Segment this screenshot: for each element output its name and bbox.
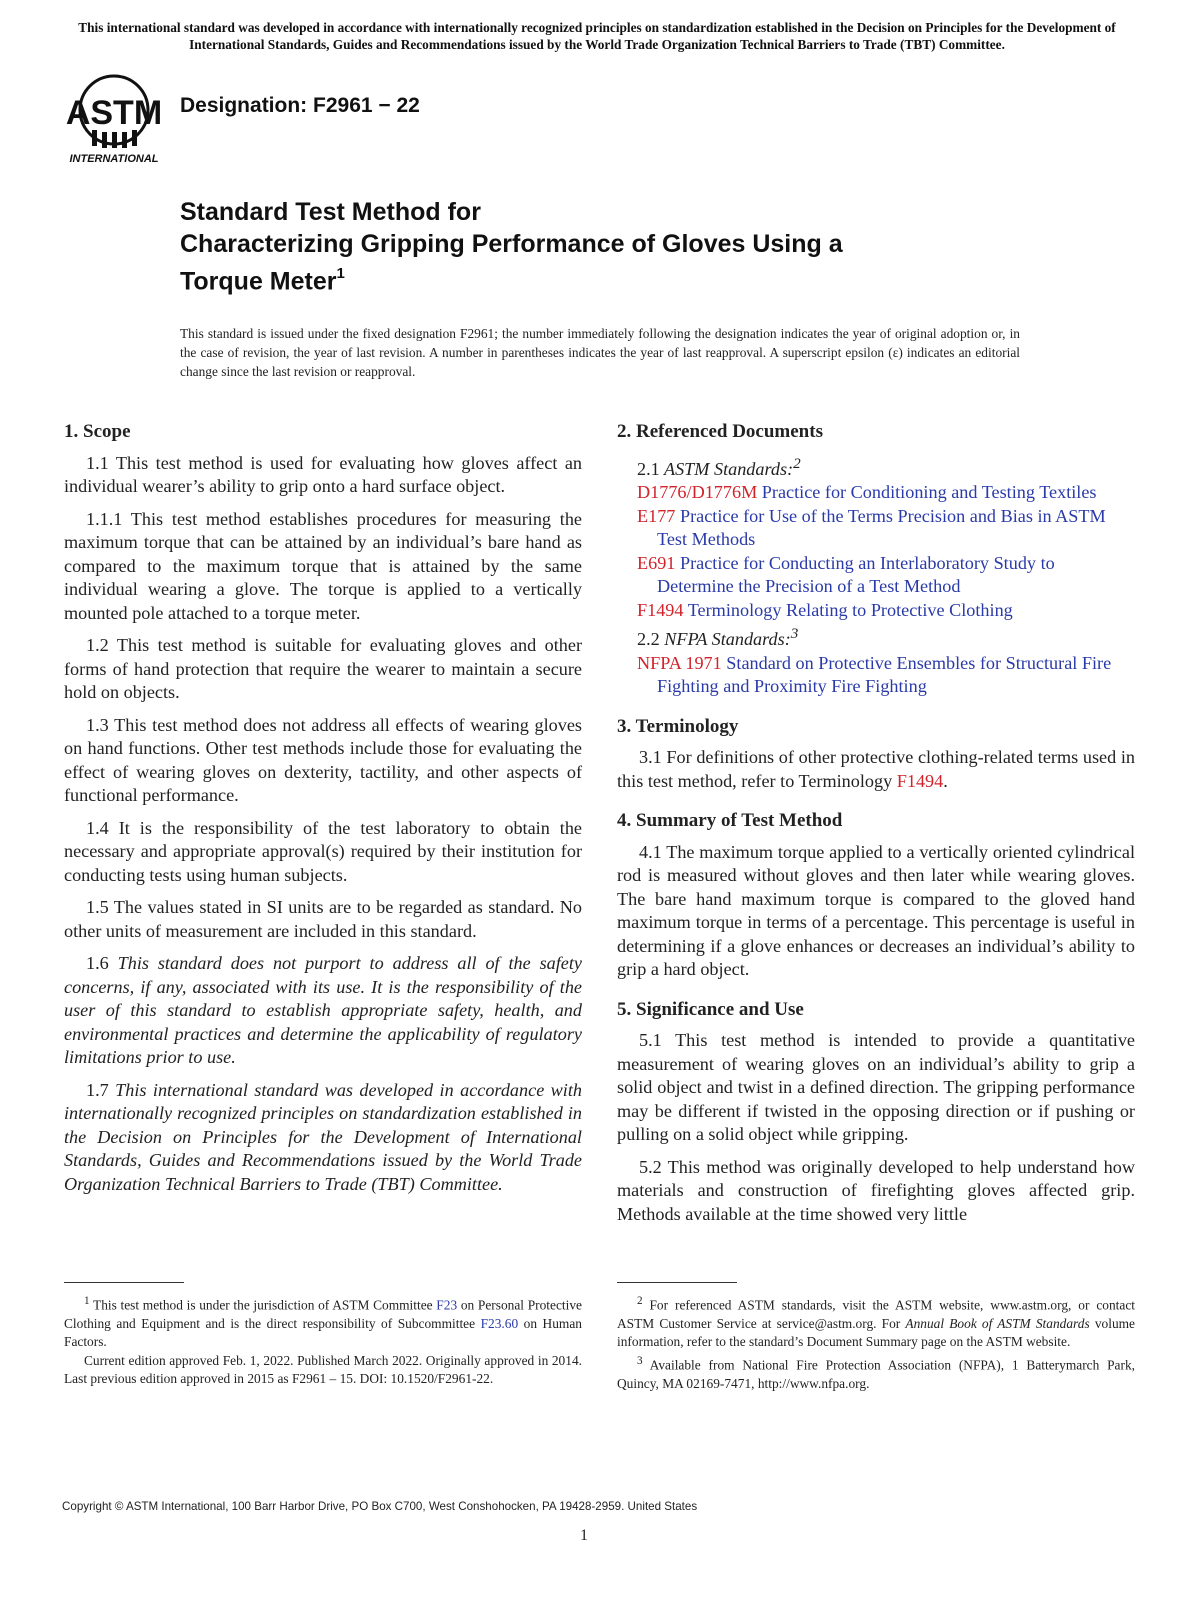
astm-standards-heading [617, 452, 1135, 482]
nfpa-standards-number: 2.2 [637, 629, 660, 650]
paragraph-1-7-number: 1.7 [86, 1079, 109, 1100]
nfpa-standards-heading [617, 622, 1135, 652]
astm-standards-footnote-mark: 2 [793, 454, 801, 472]
footnote-1-current-edition: Current edition approved Feb. 1, 2022. Published March 2022. Originally approved in 2014. Last previous edition approved in 2015 as F2961 – 15. DOI: 10.1520/F2961-22. [64, 1352, 582, 1387]
reference-code[interactable]: NFPA 1971 [637, 652, 722, 673]
footnote-1-text-b: on Personal Protective Clothing and Equipment and is the direct responsibility of Subcommittee [64, 1297, 582, 1331]
title-line-1: Standard Test Method for [180, 198, 481, 226]
terminology-link[interactable]: F1494 [896, 770, 944, 791]
section-heading-referenced-documents: 2. Referenced Documents [617, 421, 823, 442]
paragraph-1-4: 1.4 It is the responsibility of the test laboratory to obtain the necessary and appropriate approval(s) required by their institution for conducting tests using human subjects. [64, 817, 582, 885]
designation: Designation: F2961 − 22 [180, 94, 420, 117]
subcommittee-link[interactable]: F23.60 [480, 1315, 519, 1331]
paragraph-5-1: 5.1 This test method is intended to provide a quantitative measurement of wearing gloves on an individual’s ability to grip a solid object and twist in a defined direction. The gripping performance may be different if twisted in the opposing direction or if pushing or pulling on a solid object while gripping. [617, 1030, 1135, 1145]
paragraph-3-1 [617, 746, 1135, 793]
nfpa-standards-label: NFPA Standards: [664, 629, 791, 650]
footnote-3-mark: 3 [637, 1354, 643, 1367]
footnote-2-text-a: For referenced ASTM standards, visit the ASTM website, www.astm.org, or contact ASTM Customer Service at service@astm.org. For [617, 1297, 1135, 1331]
nfpa-standards-footnote-mark: 3 [790, 625, 799, 643]
footnote-2-text-b: volume information, refer to the standard’s Document Summary page on the ASTM website. [617, 1315, 1135, 1350]
title-line-2: Characterizing Gripping Performance of Gloves Using a [180, 230, 843, 258]
section-heading-scope: 1. Scope [64, 421, 131, 442]
reference-title[interactable]: Terminology Relating to Protective Clothing [687, 599, 1013, 620]
paragraph-1-2: 1.2 This test method is suitable for evaluating gloves and other forms of hand protection that require the wearer to maintain a secure hold on objects. [64, 635, 582, 702]
footnote-1 [64, 1292, 582, 1352]
top-notice: This international standard was developed in accordance with internationally recognized principles on standardization established in the Decision on Principles for the Development of International Standards, Guides and Recommendations issued by the World Trade Organization Technical Barriers to Trade (TBT) Committee. [78, 20, 1116, 52]
copyright: Copyright © ASTM International, 100 Barr Harbor Drive, PO Box C700, West Conshohocken, PA 19428-2959. United States [62, 1500, 698, 1513]
footnote-1-text-c: on Human Factors. [64, 1315, 582, 1350]
paragraph-5-2: 5.2 This method was originally developed to help understand how materials and construction of firefighting gloves affected grip. Methods available at the time showed very little [617, 1156, 1135, 1224]
reference-title[interactable]: Practice for Use of the Terms Precision and Bias in ASTM Test Methods [657, 505, 1106, 550]
right-column [617, 420, 1135, 1235]
title-footnote-mark: 1 [336, 265, 345, 282]
logo-caption: INTERNATIONAL [69, 153, 159, 165]
footnote-3-text: Available from National Fire Protection Association (NFPA), 1 Batterymarch Park, Quincy, MA 02169-7471, http://www.nfpa.org. [617, 1357, 1135, 1391]
footnotes-left [64, 1292, 582, 1389]
paragraph-1-6-number: 1.6 [86, 953, 109, 973]
reference-code[interactable]: D1776/D1776M [637, 482, 758, 503]
reference-title[interactable]: Standard on Protective Ensembles for Structural Fire Fighting and Proximity Fire Fighting [657, 652, 1112, 697]
reference-code[interactable]: F1494 [637, 599, 684, 620]
reference-code[interactable]: E177 [637, 505, 676, 526]
left-column [64, 420, 582, 1205]
footnote-rule-left [64, 1282, 184, 1283]
section-heading-significance: 5. Significance and Use [617, 998, 804, 1020]
reference-item[interactable] [617, 652, 1135, 699]
title-line-3: Torque Meter [180, 267, 337, 296]
footnote-2 [617, 1292, 1135, 1352]
paragraph-1-7-text: This international standard was developed in accordance with internationally recognized principles on standardization established in the Decision on Principles for the Development of International Standards, Guides and Recommendations issued by the World Trade Organization Technical Barriers to Trade (TBT) Committee. [64, 1079, 583, 1194]
paragraph-1-3: 1.3 This test method does not address all effects of wearing gloves on hand functions. Other test methods include those for evaluating the effect of wearing gloves on dexterity, tactility, and other aspects of functional performance. [64, 714, 582, 805]
paragraph-1-5: 1.5 The values stated in SI units are to be regarded as standard. No other units of measurement are included in this standard. [64, 897, 582, 941]
footnote-1-mark: 1 [84, 1295, 90, 1307]
footnotes-right [617, 1292, 1135, 1393]
footnote-1-text-a: This test method is under the jurisdiction of ASTM Committee [93, 1297, 433, 1313]
paragraph-1-7 [64, 1079, 582, 1197]
reference-code[interactable]: E691 [637, 552, 676, 573]
reference-item[interactable] [617, 552, 1135, 599]
astm-standards-number: 2.1 [637, 458, 660, 479]
paragraph-1-1-1: 1.1.1 This test method establishes procedures for measuring the maximum torque that can be attained by an individual’s bare hand as compared to the maximum torque that is attained by the same individual wearing a glove. The torque is applied to a vertically mounted pole attached to a torque meter. [64, 508, 582, 623]
footnote-2-italic: Annual Book of ASTM Standards [905, 1315, 1090, 1331]
paragraph-4-1: 4.1 The maximum torque applied to a vertically oriented cylindrical rod is measured without gloves and then later while wearing gloves. The bare hand maximum torque is compared to the gloved hand maximum torque in terms of a percentage. This percentage is useful in determining if a glove enhances or decreases an individual’s ability to grip a hard object. [617, 841, 1135, 980]
reference-item[interactable] [617, 599, 1135, 623]
logo-letters: ASTM [65, 94, 163, 132]
paragraph-3-1-end: . [943, 770, 948, 791]
reference-item[interactable] [617, 505, 1135, 552]
paragraph-1-1: 1.1 This test method is used for evaluating how gloves affect an individual wearer’s ability to grip onto a hard surface object. [64, 452, 582, 496]
section-heading-terminology: 3. Terminology [617, 715, 739, 737]
reference-title[interactable]: Practice for Conducting an Interlaboratory Study to Determine the Precision of a Test Method [657, 552, 1055, 597]
astm-logo [62, 70, 167, 166]
reference-item[interactable] [617, 481, 1135, 505]
page-number: 1 [580, 1527, 588, 1544]
paragraph-3-1-text: 3.1 For definitions of other protective clothing-related terms used in this test method, refer to Terminology [617, 747, 1135, 791]
section-heading-summary: 4. Summary of Test Method [617, 810, 843, 832]
issued-note: This standard is issued under the fixed designation F2961; the number immediately following the designation indicates the year of original adoption or, in the case of revision, the year of last revision. A number in parentheses indicates the year of last reapproval. A superscript epsilon (ε) indicates an editorial change since the last revision or reapproval. [180, 326, 1020, 379]
paragraph-1-6-text: This standard does not purport to address all of the safety concerns, if any, associated with its use. It is the responsibility of the user of this standard to establish appropriate safety, health, and environmental practices and determine the applicability of regulatory limitations prior to use. [64, 953, 582, 1067]
committee-link[interactable]: F23 [436, 1297, 458, 1313]
footnote-2-mark: 2 [637, 1295, 643, 1307]
reference-title[interactable]: Practice for Conditioning and Testing Textiles [761, 482, 1097, 503]
astm-standards-label: ASTM Standards: [663, 458, 794, 479]
footnote-rule-right [617, 1282, 737, 1283]
paragraph-1-6 [64, 952, 582, 1070]
page-title [180, 196, 1000, 297]
footnote-3 [617, 1352, 1135, 1393]
